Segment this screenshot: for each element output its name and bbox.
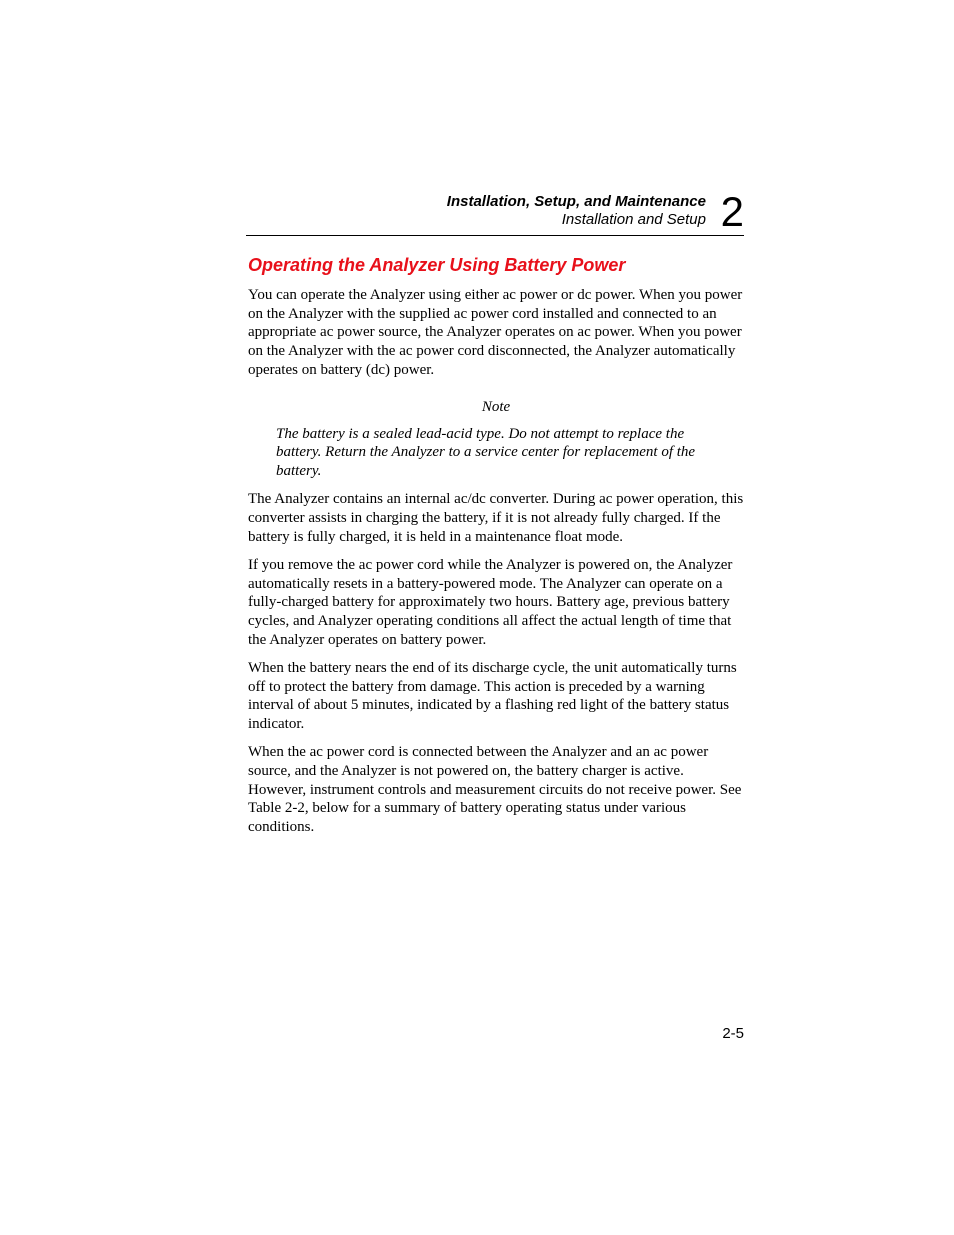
body-paragraph: You can operate the Analyzer using either ac power or dc power. When you power on the Analyzer with the supplied ac power cord installed and connected to an appropriate ac power source, the Analyzer operates on ac power. When you power on the Analyzer with the ac power cord disconnected, the Analyzer automatically operates on battery (dc) power. <box>248 287 743 378</box>
note-title: Note <box>481 398 511 415</box>
page-number: 2-5 <box>722 1025 744 1042</box>
running-header-text <box>447 193 706 229</box>
note-body: The battery is a sealed lead-acid type. Do not attempt to replace the battery. Return the Analyzer to a service center for replacement of the battery. <box>276 425 696 480</box>
running-header <box>246 188 744 236</box>
body-paragraph: The Analyzer contains an internal ac/dc converter. During ac power operation, this converter assists in charging the battery, if it is not already fully charged. If the battery is fully charged, it is held in a maintenance float mode. <box>248 491 744 545</box>
header-section-title: Installation and Setup <box>561 211 706 228</box>
body-content <box>248 286 744 846</box>
body-paragraph: When the battery nears the end of its discharge cycle, the unit automatically turns off to protect the battery from damage. This action is preceded by a warning interval of about 5 minutes, indicated by a flashing red light of the battery status indicator. <box>248 659 737 733</box>
section-heading: Operating the Analyzer Using Battery Power <box>248 255 626 275</box>
body-paragraph: If you remove the ac power cord while the Analyzer is powered on, the Analyzer automatically resets in a battery-powered mode. The Analyzer can operate on a fully-charged battery for approximately two hours. Battery age, previous battery cycles, and Analyzer operating conditions all affect the actual length of time that the Analyzer operates on battery power. <box>248 556 733 648</box>
body-paragraph: When the ac power cord is connected between the Analyzer and an ac power source, and the Analyzer is not powered on, the battery charger is active. However, instrument controls and measurement circuits do not receive power. See Table 2-2, below for a summary of battery operating status under various conditions. <box>248 744 742 836</box>
header-chapter-title: Installation, Setup, and Maintenance <box>446 193 706 210</box>
chapter-number: 2 <box>720 188 744 235</box>
